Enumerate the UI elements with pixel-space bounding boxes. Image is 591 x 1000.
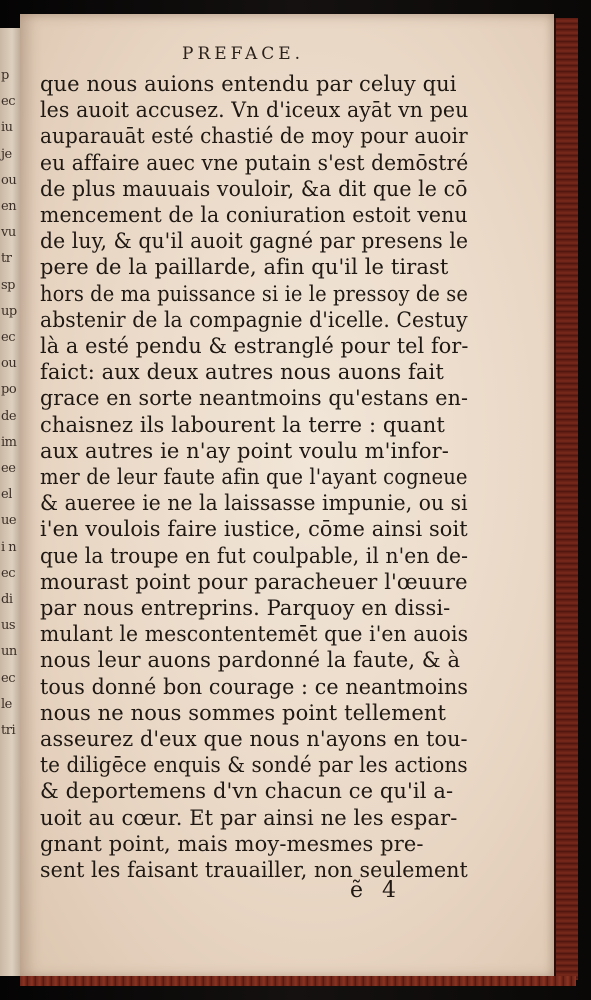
text-line: nous leur auons pardonné la faute, & à	[40, 648, 461, 673]
text-line: de plus mauuais vouloir, &a dit que le cō	[40, 176, 468, 201]
text-line: asseurez d'eux que nous n'ayons en tou-	[40, 727, 468, 751]
previous-page-fragment: im	[1, 434, 17, 450]
previous-page-fragment: sp	[1, 277, 15, 293]
text-line: & deportemens d'vn chacun ce qu'il a-	[40, 779, 454, 804]
text-line: là a esté pendu & estranglé pour tel for-	[40, 334, 469, 358]
previous-page-fragment: ec	[1, 670, 15, 686]
previous-page-fragment: po	[1, 382, 17, 398]
text-line: mer de leur faute afin que l'ayant cogneue	[40, 465, 468, 489]
previous-page-fragment: tr	[1, 251, 12, 267]
text-line: & aueree ie ne la laissasse impunie, ou si	[40, 491, 468, 516]
previous-page-fragment: un	[1, 644, 17, 660]
previous-page-fragment: de	[1, 408, 17, 424]
signature-mark: ẽ 4	[350, 878, 403, 903]
text-line: grace en sorte neantmoins qu'estans en-	[40, 386, 469, 411]
text-line: par nous entreprins. Parquoy en dissi-	[40, 596, 451, 620]
text-line: mourast point pour paracheuer l'œuure	[40, 569, 468, 594]
text-line: gnant point, mais moy-mesmes pre-	[40, 831, 424, 856]
text-line: pere de la paillarde, afin qu'il le tirast	[40, 255, 449, 280]
previous-page-fragment: iu	[1, 120, 13, 136]
previous-page-fragment: us	[1, 618, 16, 634]
previous-page-fragment: en	[1, 199, 17, 214]
text-line: faict: aux deux autres nous auons fait	[40, 360, 444, 385]
previous-page-edge	[0, 28, 20, 976]
previous-page-fragment: ec	[1, 565, 15, 581]
previous-page-fragment: el	[1, 487, 12, 503]
text-line: eu affaire auec vne putain s'est demōstré	[40, 150, 469, 175]
text-line: mencement de la coniuration estoit venu	[40, 203, 468, 227]
previous-page-fragment: ec	[1, 94, 15, 110]
text-line: chaisnez ils labourent la terre : quant	[40, 412, 445, 437]
text-line: que nous auions entendu par celuy qui	[40, 72, 457, 96]
text-line: mulant le mescontentemēt que i'en auois	[40, 622, 469, 647]
text-line: de luy, & qu'il auoit gagné par presens le	[40, 229, 469, 254]
previous-page-fragment: di	[1, 592, 13, 607]
book-edge-right	[554, 18, 578, 980]
text-line: auparauāt esté chastié de moy pour auoir	[40, 124, 468, 149]
text-line: que la troupe en fut coulpable, il n'en de-	[40, 543, 469, 568]
previous-page-fragment: p	[1, 68, 9, 83]
previous-page-fragment: le	[1, 696, 12, 712]
previous-page-fragment: ue	[1, 513, 17, 529]
previous-page-fragment: ee	[1, 461, 16, 476]
previous-page-fragment: je	[1, 146, 12, 162]
text-line: aux autres ie n'ay point voulu m'infor-	[40, 438, 449, 463]
text-line: les auoit accusez. Vn d'iceux ayāt vn peu	[40, 98, 469, 123]
book-edge-bottom	[20, 976, 576, 986]
text-line: tous donné bon courage : ce neantmoins	[40, 674, 469, 699]
previous-page-fragment: up	[1, 303, 17, 319]
text-line: abstenir de la compagnie d'icelle. Cestuy	[40, 307, 468, 332]
running-head: PREFACE.	[182, 44, 305, 64]
previous-page-fragment: ec	[1, 330, 15, 345]
previous-page-fragment: tri	[1, 723, 16, 738]
text-line: nous ne nous sommes point tellement	[40, 700, 447, 725]
text-line: sent les faisant trauailler, non seulement	[40, 858, 468, 882]
text-line: hors de ma puissance si ie le pressoy de se	[40, 281, 468, 306]
previous-page-fragment: vu	[1, 225, 16, 241]
previous-page-fragment: ou	[1, 172, 17, 188]
text-line: te diligēce enquis & sondé par les actions	[40, 753, 468, 778]
previous-page-fragment: ou	[1, 356, 17, 372]
text-line: uoit au cœur. Et par ainsi ne les espar-	[40, 805, 458, 830]
text-line: i'en voulois faire iustice, cōme ainsi soit	[40, 517, 468, 542]
previous-page-fragment: i n	[1, 539, 17, 555]
